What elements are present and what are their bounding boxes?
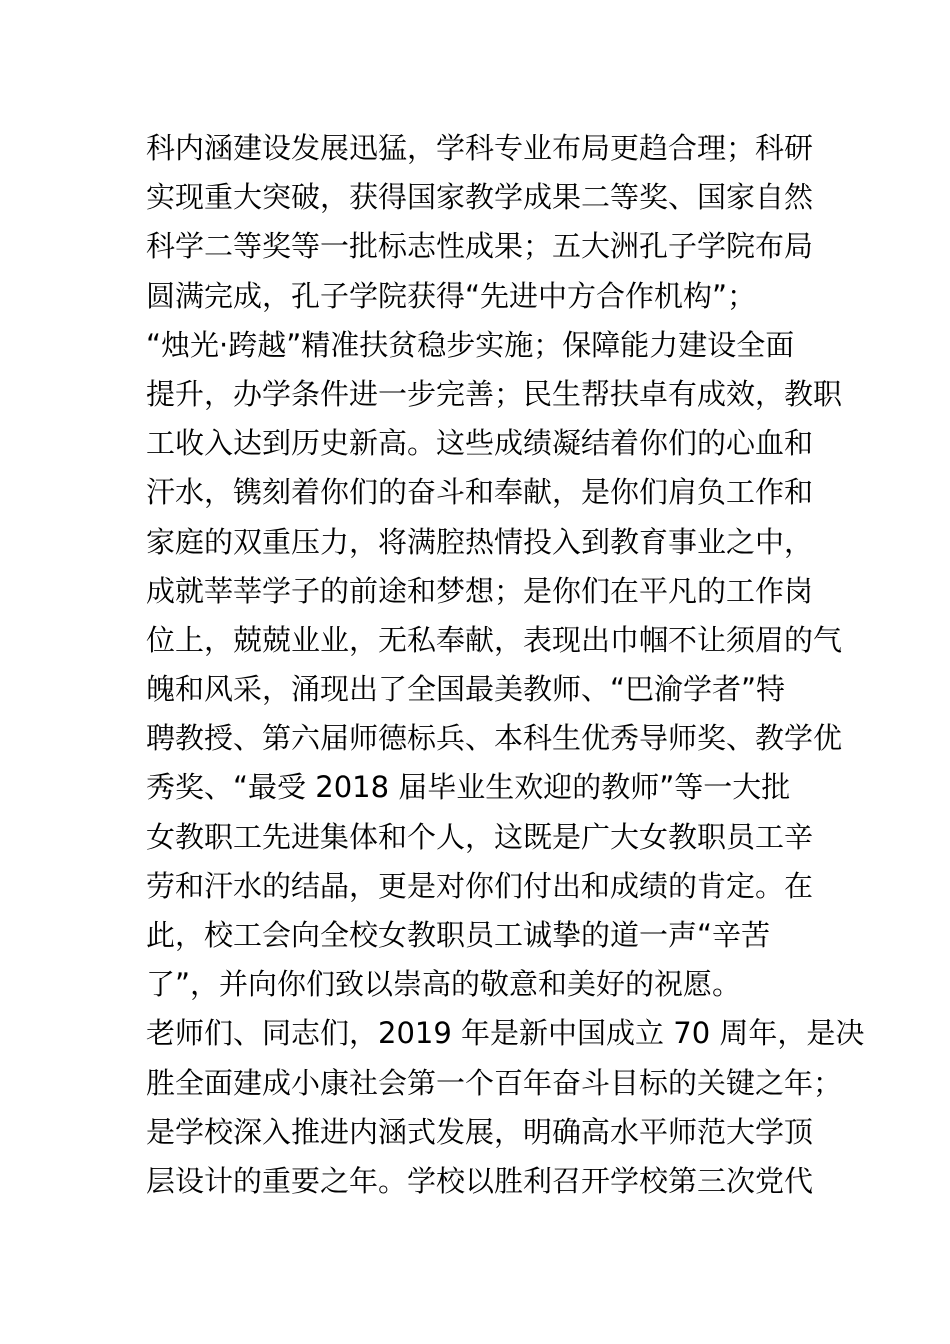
text-line: “烛光·跨越”精准扶贫稳步实施；保障能力建设全面: [146, 327, 795, 362]
text-line: 汗水，镌刻着你们的奋斗和奉献，是你们肩负工作和: [146, 475, 814, 510]
text-line: 聘教授、第六届师德标兵、本科生优秀导师奖、教学优: [146, 721, 843, 756]
text-line: 是学校深入推进内涵式发展，明确高水平师范大学顶: [146, 1114, 814, 1149]
text-line: 工收入达到历史新高。这些成绩凝结着你们的心血和: [146, 426, 814, 461]
text-line: 胜全面建成小康社会第一个百年奋斗目标的关键之年；: [146, 1065, 843, 1100]
body-text: [146, 124, 865, 1206]
text-line: 老师们、同志们，2019 年是新中国成立 70 周年，是决: [146, 1016, 865, 1051]
text-line: 劳和汗水的结晶，更是对你们付出和成绩的肯定。在: [146, 868, 814, 903]
text-line: 成就莘莘学子的前途和梦想；是你们在平凡的工作岗: [146, 573, 814, 608]
text-line: 魄和风采，涌现出了全国最美教师、“巴渝学者”特: [146, 672, 786, 707]
text-line: 秀奖、“最受 2018 届毕业生欢迎的教师”等一大批: [146, 770, 791, 805]
text-line: 位上，兢兢业业，无私奉献，表现出巾帼不让须眉的气: [146, 622, 843, 657]
text-line: 层设计的重要之年。学校以胜利召开学校第三次党代: [146, 1163, 814, 1198]
text-line: 家庭的双重压力，将满腔热情投入到教育事业之中，: [146, 524, 814, 559]
text-line: 了”，并向你们致以崇高的敬意和美好的祝愿。: [146, 967, 742, 1002]
text-line: 提升，办学条件进一步完善；民生帮扶卓有成效，教职: [146, 376, 843, 411]
text-line: 科内涵建设发展迅猛，学科专业布局更趋合理；科研: [146, 131, 814, 165]
text-line: 圆满完成，孔子学院获得“先进中方合作机构”；: [146, 278, 757, 313]
text-line: 女教职工先进集体和个人，这既是广大女教职员工辛: [146, 819, 814, 854]
text-line: 此，校工会向全校女教职员工诚挚的道一声“辛苦: [146, 918, 771, 952]
text-line: 实现重大突破，获得国家教学成果二等奖、国家自然: [146, 180, 814, 215]
text-line: 科学二等奖等一批标志性成果；五大洲孔子学院布局: [146, 229, 814, 264]
